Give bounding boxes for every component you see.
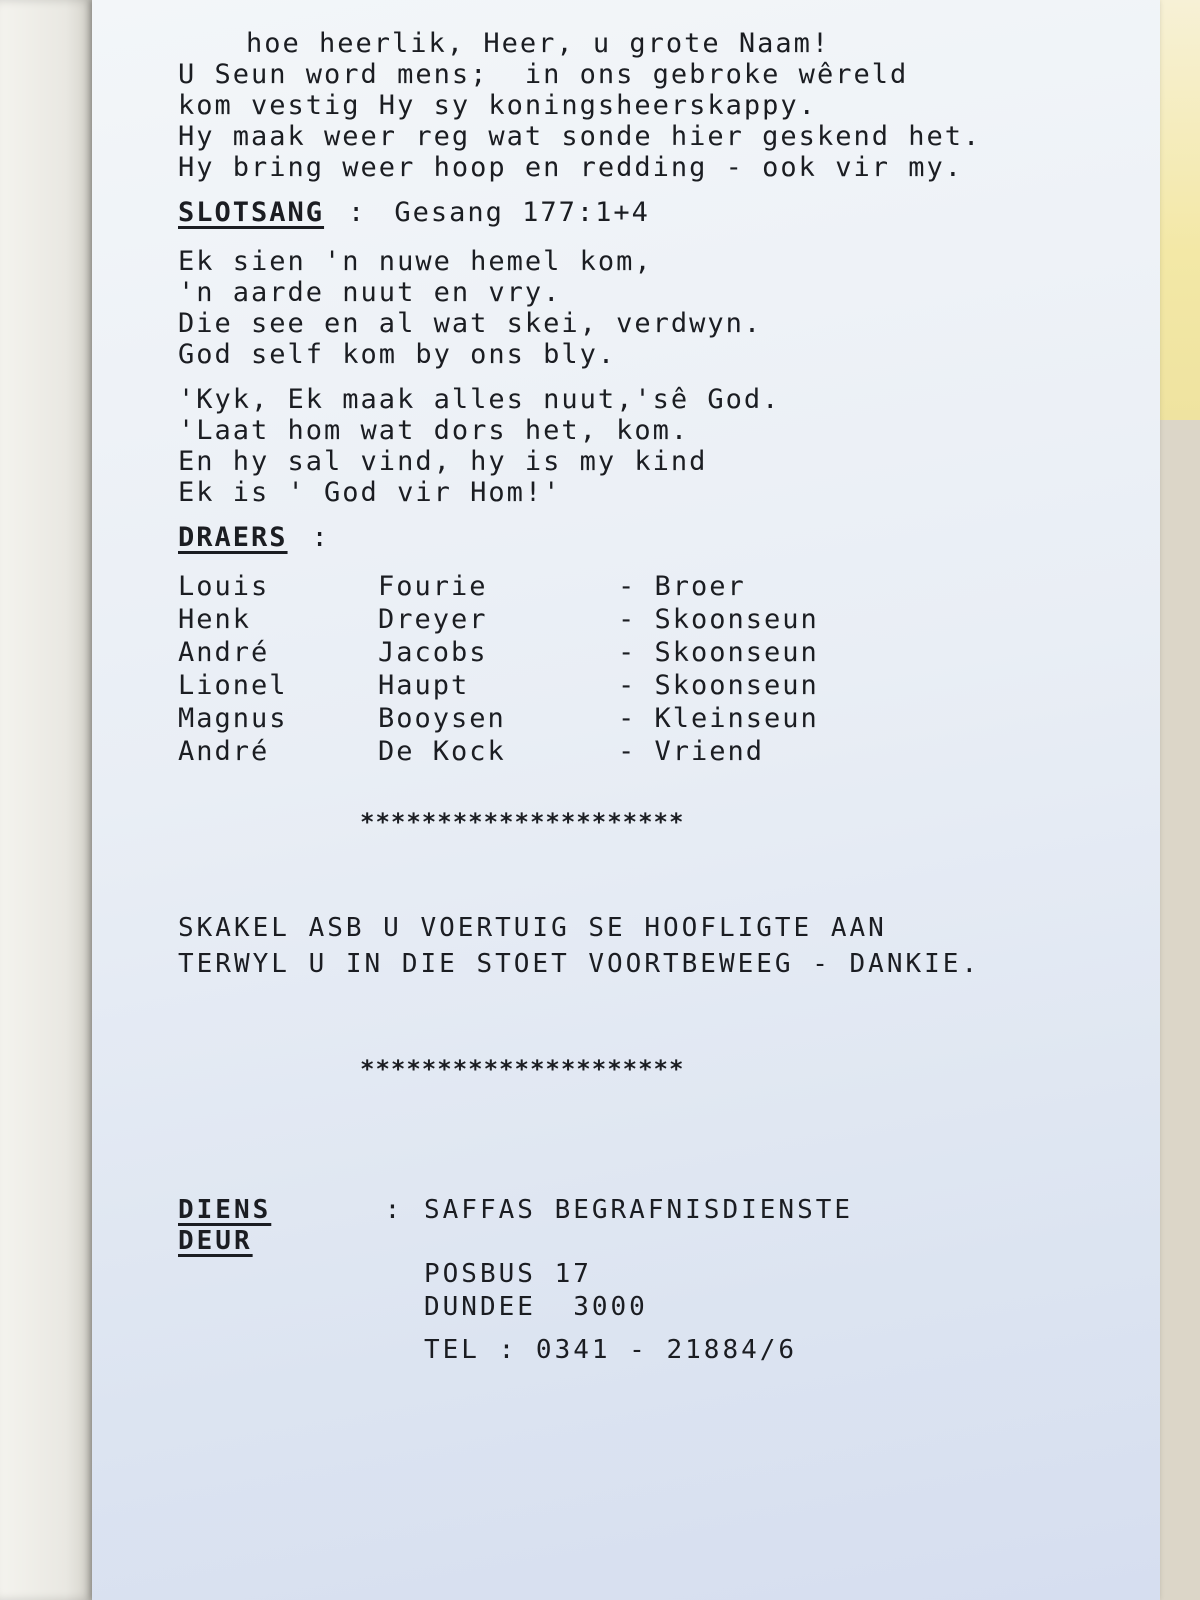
bearer-relation: - Vriend [618,736,765,767]
draers-heading: DRAERS [178,522,288,553]
left-page-edge [0,0,94,1600]
bearer-first-name: André [178,637,270,668]
bearer-first-name: Lionel [178,670,288,701]
spacer [364,1325,424,1366]
slotsang-colon: : [348,197,367,228]
verse-line: 'Laat hom wat dors het, kom. [178,415,690,446]
slotsang-heading: SLOTSANG [178,197,325,228]
slotsang-stanza-1 [178,246,1138,370]
verse-line: Ek is ' God vir Hom!' [178,477,562,508]
bearer-surname: Dreyer [378,604,488,635]
slotsang-stanza-2 [178,384,1138,508]
funeral-company-name: SAFFAS BEGRAFNISDIENSTE [424,1195,854,1225]
service-block [178,1195,1138,1366]
bearer-relation: - Kleinseun [618,703,819,734]
notice-line: TERWYL U IN DIE STOET VOORTBEWEEG - DANKIE. [178,949,981,979]
verse-line: 'n aarde nuut en vry. [178,277,562,308]
bearer-surname: Booysen [378,703,506,734]
service-heading: DIENS DEUR [178,1195,272,1256]
bearer-relation: - Skoonseun [618,670,819,701]
po-box: POSBUS 17 [424,1259,592,1289]
verse-line: Die see en al wat skei, verdwyn. [178,308,763,339]
spacer [364,1259,424,1290]
headlights-notice [178,910,1138,982]
bearer-relation: - Skoonseun [618,637,819,668]
telephone-number: TEL : 0341 - 21884/6 [424,1335,798,1365]
verse-line: Hy bring weer hoop en redding - ook vir my. [178,152,963,183]
star-divider: ********************* [360,808,685,836]
bearer-first-name: Louis [178,571,270,602]
spacer [178,1292,364,1323]
bearer-relation: - Broer [618,571,746,602]
spacer [178,1325,364,1366]
draers-heading-row [178,522,1138,553]
verse-line: U Seun word mens; in ons gebroke wêreld [178,59,909,90]
hymn-reference: Gesang 177:1+4 [394,197,650,228]
page-content [178,28,1138,1366]
bearers-table [178,571,1138,767]
spacer [364,1292,424,1323]
star-divider: ********************* [360,1055,685,1083]
bearer-surname: Fourie [378,571,488,602]
bearer-first-name: Magnus [178,703,288,734]
bearer-surname: De Kock [378,736,506,767]
spacer [178,1259,364,1290]
opening-verse [178,28,1138,183]
verse-line: God self kom by ons bly. [178,339,617,370]
verse-line: Ek sien 'n nuwe hemel kom, [178,246,653,277]
verse-line: En hy sal vind, hy is my kind [178,446,708,477]
bearer-surname: Haupt [378,670,470,701]
verse-line: 'Kyk, Ek maak alles nuut,'sê God. [178,384,781,415]
bearer-surname: Jacobs [378,637,488,668]
service-colon: : [384,1195,404,1225]
verse-line: kom vestig Hy sy koningsheerskappy. [178,90,817,121]
city-postcode: DUNDEE 3000 [424,1292,648,1322]
bearer-first-name: André [178,736,270,767]
draers-colon: : [311,522,330,553]
notice-line: SKAKEL ASB U VOERTUIG SE HOOFLIGTE AAN [178,913,887,943]
document-page [92,0,1160,1600]
bearer-first-name: Henk [178,604,252,635]
verse-line: hoe heerlik, Heer, u grote Naam! [246,28,831,59]
verse-line: Hy maak weer reg wat sonde hier geskend het. [178,121,982,152]
bearer-relation: - Skoonseun [618,604,819,635]
slotsang-heading-row [178,197,1138,228]
